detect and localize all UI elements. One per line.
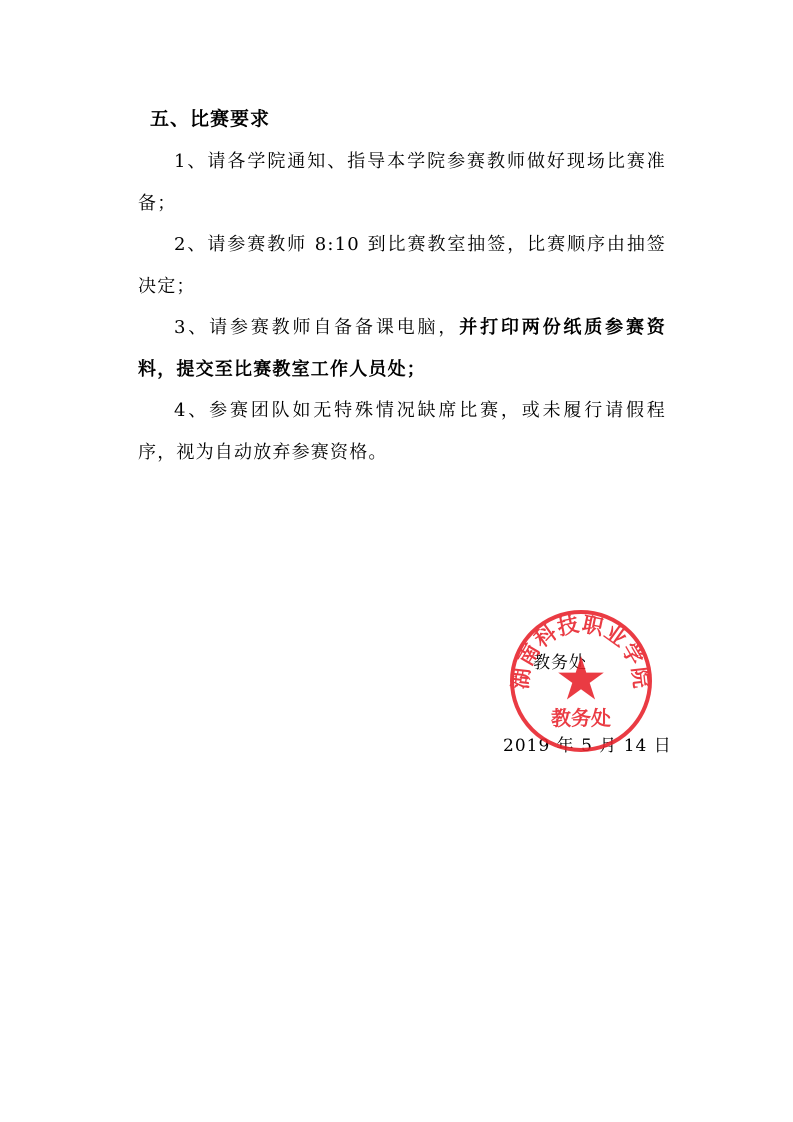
seal-center-text: 教务处 (551, 706, 611, 730)
requirement-item-1: 1、请各学院通知、指导本学院参赛教师做好现场比赛准备； (138, 151, 666, 214)
signature-date: 2019 年 5 月 14 日 (503, 736, 672, 756)
requirements-list (138, 141, 666, 473)
official-seal-icon (508, 608, 654, 754)
section-heading: 五、比赛要求 (150, 108, 271, 130)
seal-star-icon (558, 656, 604, 700)
seal-arc-text: 湖南科技职业学院 (508, 612, 654, 691)
requirement-item-4: 4、参赛团队如无特殊情况缺席比赛，或未履行请假程序，视为自动放弃参赛资格。 (138, 400, 666, 463)
requirement-item-2: 2、请参赛教师 8:10 到比赛教室抽签，比赛顺序由抽签决定； (138, 234, 666, 297)
signature-office: 教务处 (533, 653, 587, 673)
emphasized-instruction: 并打印两份纸质参赛资料，提交至比赛教室工作人员处； (138, 317, 666, 380)
requirement-item-3: 3、请参赛教师自备备课电脑，并打印两份纸质参赛资料，提交至比赛教室工作人员处； (138, 317, 666, 380)
